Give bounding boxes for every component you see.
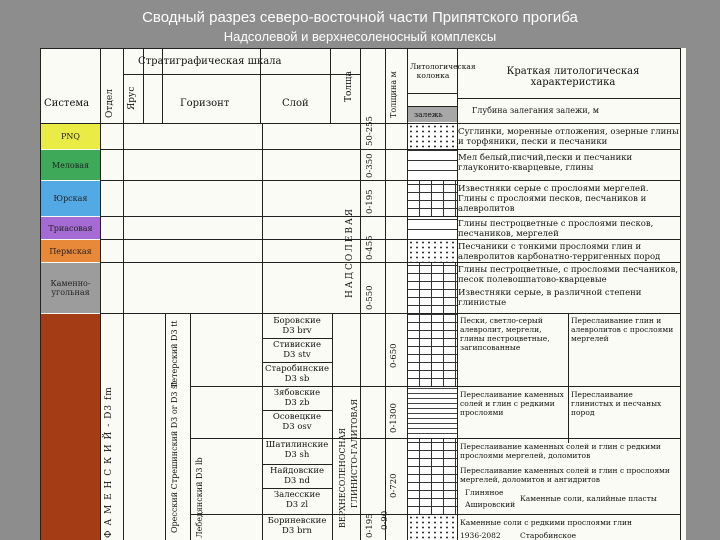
lower-desc-left: Переслаивание каменных солей и глин с редкими прослоями мергелей, доломитов (460, 442, 661, 460)
lower-thickness: 0-1300 (389, 403, 399, 433)
system-permian: Пермская (41, 240, 100, 262)
lower-desc-right: Переслаивание глин и алевролитов с прослоями мергелей (571, 316, 674, 343)
description-triassic: Глины пестроцветные с прослоями песков, песчаников, мергелей (458, 219, 654, 239)
system-carboniferous: Каменно-угольная (41, 263, 100, 313)
lower-thickness: 0-195 (365, 513, 375, 538)
lower-thickness: 0-720 (389, 473, 399, 498)
horizon-borovskie: Боровские D3 brv (273, 316, 321, 336)
horizon-borinevskie: Бориневские D3 brn (267, 516, 327, 536)
horizon-zyabovskie: Зябовские D3 zb (273, 388, 321, 408)
thickness-value: 0-550 (365, 285, 375, 310)
system-cretaceous: Меловая (41, 150, 100, 180)
deposit-name: Ашировский (465, 500, 516, 509)
litho-column-header: Литологическая колонка (410, 62, 476, 80)
thickness-value: 0-455 (365, 235, 375, 260)
system-triassic: Триасовая (41, 217, 100, 239)
horizon-osovetskie: Осовецкие D3 osv (272, 412, 322, 432)
thickness-value: 0-195 (365, 189, 375, 214)
upper-complex-label: НАДСОЛЕВАЯ (345, 206, 355, 298)
lower-bottom-desc: Переслаивание каменных солей и глин с прослоями мергелей, доломитов и ангидритов (460, 466, 670, 484)
lower-desc-left: Переслаивание каменных солей и глин с редкими прослоями (460, 390, 564, 417)
deposit-name: Глиняное (465, 488, 504, 497)
deposit-name: Старобинское (520, 531, 577, 540)
description-jurassic: Известняки серые с прослоями мергелей. Глины с прослоями песков, песчаников и алевролитов (458, 184, 649, 214)
page-subtitle: Надсолевой и верхнесоленосный комплексы (223, 29, 497, 44)
brief-characteristic-header: Краткая литологическая характеристика (506, 66, 640, 88)
bottom-years: 1936-2082 (460, 531, 501, 540)
horizon-zalesskie: Залесские D3 zl (273, 490, 321, 510)
thickness-value: 0-350 (365, 153, 375, 178)
stratigraphic-section-sheet (40, 48, 686, 540)
lower-desc-right: Переслаивание глинистых и песчаных пород (571, 390, 662, 417)
series-label: Ф А М Е Н С К И Й - D3 fm (104, 386, 114, 538)
department-label: Лебедянский D3 lb (195, 457, 204, 538)
lower-thickness: 0-90 (380, 510, 390, 530)
thickness-m-header: Толщина м (389, 71, 398, 118)
deposit-header: залежь (414, 110, 443, 119)
strat-scale-header: Стратиграфическая шкала (138, 56, 282, 67)
description-pnq: Суглинки, моренные отложения, озерные глины и торфяники, пески и песчаники (458, 127, 679, 147)
horizon-stivskie: Стивиские D3 stv (272, 340, 322, 360)
thickness-header: Толща (344, 71, 354, 102)
bottom-note: Каменные соли с редкими прослоями глин (460, 518, 632, 527)
depth-header: Глубина залегания залежи, м (472, 106, 599, 115)
department-label: Тетерский D3 tt (170, 320, 179, 388)
series-label: ГЛИНИСТО-ГАЛИТОВАЯ (350, 399, 359, 508)
lower-desc-right: Каменные соли, калийные пласты (520, 494, 657, 503)
system-header: Система (44, 98, 90, 109)
horizon-starobinskie: Старобинские D3 sb (264, 364, 330, 384)
description-carboniferous-1: Глины пестроцветные, с прослоями песчаников, песок полевошпатово-кварцевые (458, 265, 679, 285)
lower-thickness: 0-650 (389, 343, 399, 368)
thickness-value: 50-255 (365, 116, 375, 146)
department-label: Оресский Стрешинский D3 or D3 st (170, 381, 179, 533)
page-title: Сводный разрез северо-восточной части Припятского прогиба (142, 9, 578, 26)
horizon-header: Горизонт (180, 98, 230, 109)
horizon-naydovskie: Найдовские D3 nd (269, 466, 325, 486)
description-carboniferous-2: Известняки серые, в различной степени глинистые (458, 288, 642, 308)
layer-header: Слой (282, 98, 309, 109)
stage-header: Ярус (127, 86, 137, 110)
series-label: ВЕРХНЕСОЛЕНОСНАЯ (338, 428, 347, 528)
system-devonian (41, 314, 100, 540)
description-permian: Песчаники с тонкими прослоями глин и алевролитов карбонатно-терригенных пород (458, 242, 661, 262)
department-header: Отдел (105, 89, 115, 118)
description-cretaceous: Мел белый,писчий,пески и песчаники глауконито-кварцевые, глины (458, 153, 633, 173)
lower-desc-left: Пески, светло-серый алевролит, мергели, глины пестроцветные, загипсованные (460, 316, 550, 352)
horizon-shatilinskie: Шатилинские D3 sh (265, 440, 329, 460)
system-pnq: PNQ (41, 124, 100, 149)
system-jurassic: Юрская (41, 181, 100, 216)
